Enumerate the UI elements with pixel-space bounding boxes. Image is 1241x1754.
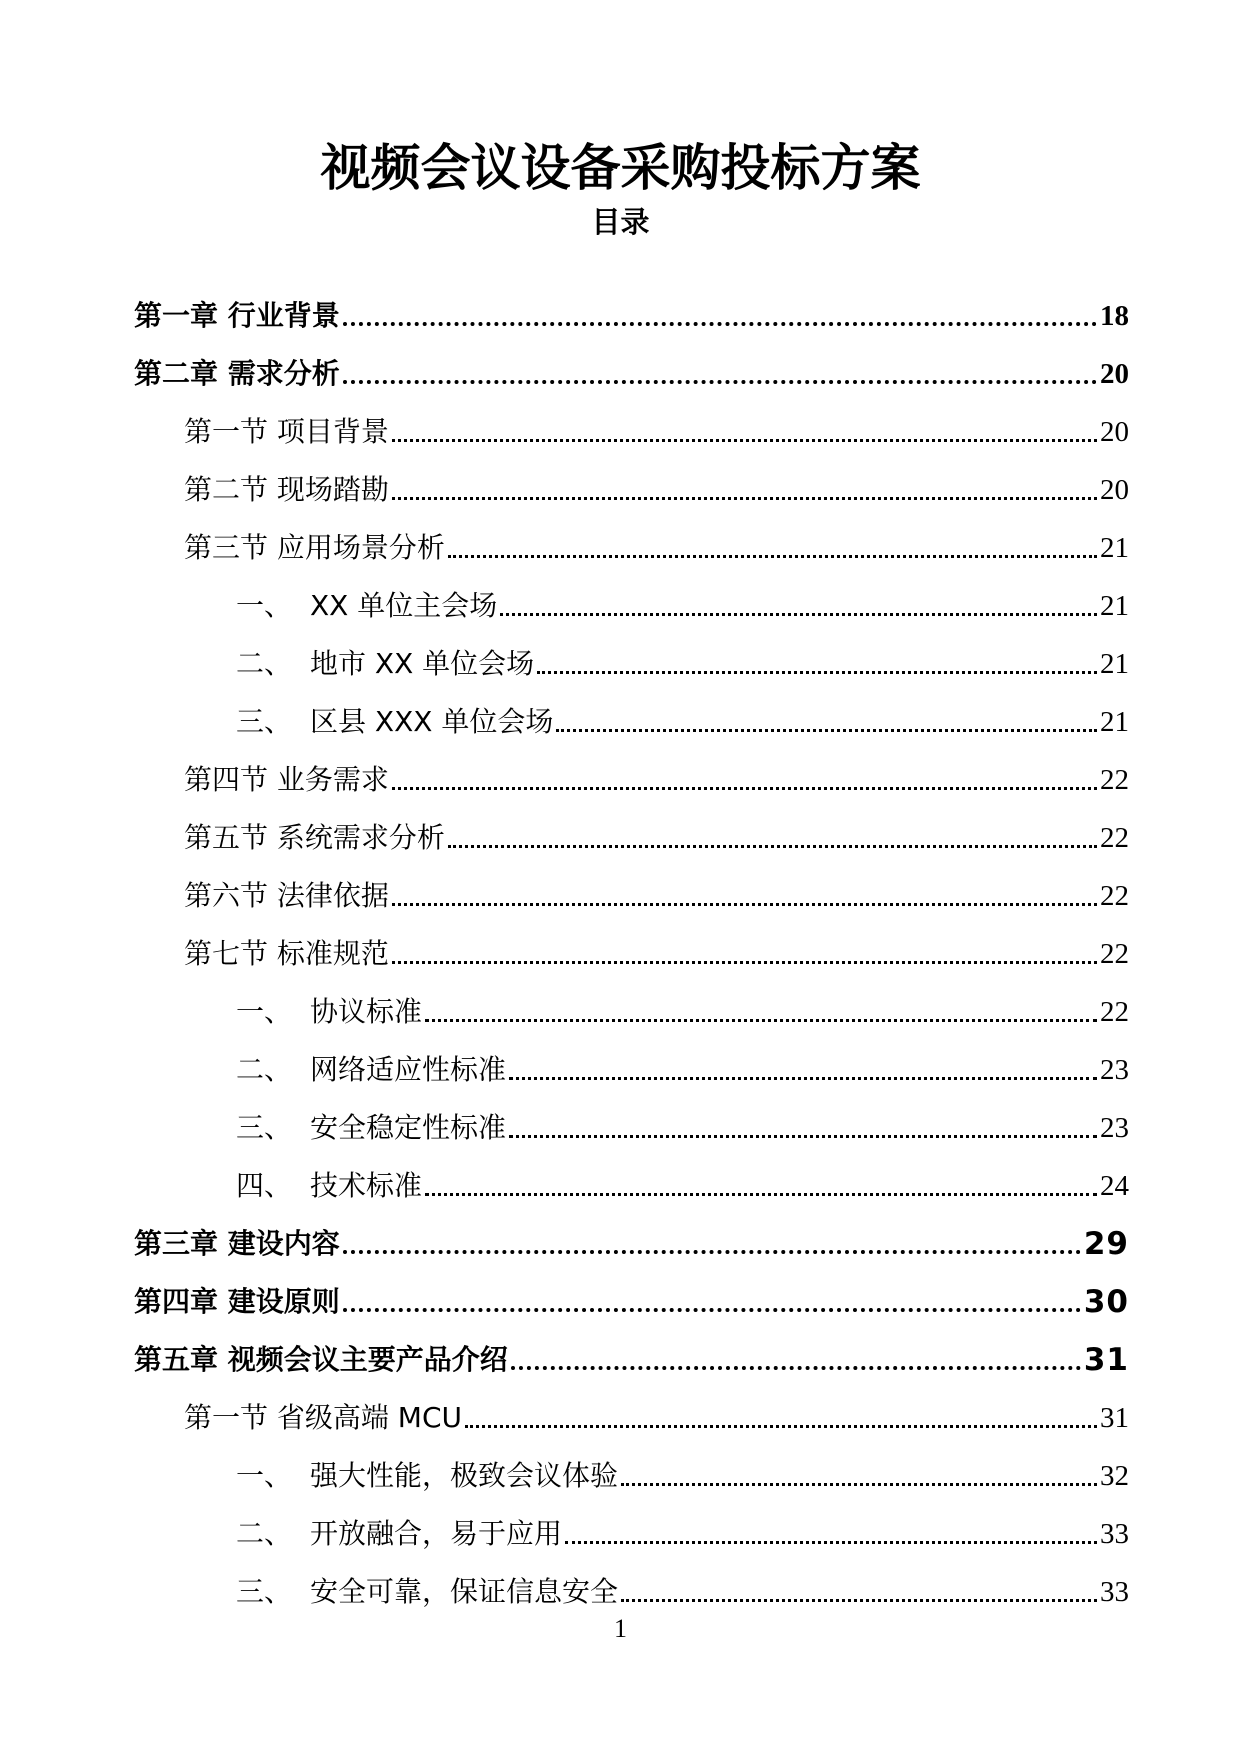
- toc-entry-title: [236, 1515, 562, 1553]
- toc-entry-subsection[interactable]: [236, 1565, 1129, 1611]
- toc-entry-title: 第一节 项目背景: [184, 415, 389, 448]
- toc-entry-title: 第五节 系统需求分析: [184, 821, 445, 854]
- toc-entry-label: 网络适应性标准: [310, 1053, 507, 1086]
- toc-entry-section[interactable]: [184, 1391, 1129, 1437]
- toc-entry-marker: 二、: [236, 1517, 293, 1550]
- toc-entry-label: 区县 XXX 单位会场: [310, 705, 554, 738]
- toc-entry-page: 31: [1100, 1402, 1129, 1434]
- toc-entry-title: [236, 1457, 618, 1495]
- toc-entry-label: 开放融合，易于应用: [310, 1517, 563, 1550]
- toc-entry-chapter-5[interactable]: [134, 1333, 1129, 1379]
- dot-leader: [565, 1541, 1097, 1544]
- toc-entry-marker: 一、: [236, 1459, 293, 1492]
- toc-entry-subsection[interactable]: [236, 985, 1129, 1031]
- toc-entry-title: 第五章 视频会议主要产品介绍: [134, 1343, 508, 1376]
- toc-entry-label: XX 单位主会场: [310, 589, 498, 622]
- dot-leader: [392, 439, 1097, 442]
- dot-leader: [621, 1483, 1097, 1486]
- toc-entry-chapter-3[interactable]: [134, 1217, 1129, 1263]
- dot-leader: [425, 1193, 1097, 1196]
- toc-entry-section[interactable]: [184, 869, 1129, 915]
- dot-leader: [392, 497, 1097, 500]
- dot-leader: [556, 729, 1097, 732]
- toc-entry-title: [236, 1109, 506, 1147]
- toc-entry-page: 21: [1100, 532, 1129, 564]
- toc-entry-title: 第四节 业务需求: [184, 763, 389, 796]
- toc-entry-title: [236, 1573, 618, 1611]
- dot-leader: [392, 903, 1097, 906]
- toc-entry-title: 第一章 行业背景: [134, 299, 340, 332]
- toc-entry-label: 技术标准: [310, 1169, 423, 1202]
- toc-entry-page: 22: [1100, 764, 1129, 796]
- toc-entry-page: 18: [1100, 300, 1129, 332]
- toc-entry-page: 20: [1100, 416, 1129, 448]
- dot-leader: [343, 1250, 1081, 1254]
- toc-entry-label: 地市 XX 单位会场: [310, 647, 535, 680]
- toc-entry-subsection[interactable]: [236, 695, 1129, 741]
- dot-leader: [343, 322, 1097, 326]
- toc-heading: 目录: [591, 205, 650, 239]
- dot-leader: [509, 1077, 1097, 1080]
- toc-entry-marker: 一、: [236, 589, 293, 622]
- toc-entry-chapter-2[interactable]: [134, 347, 1129, 393]
- toc-entry-page: 23: [1100, 1054, 1129, 1086]
- toc-entry-title: [236, 703, 553, 741]
- dot-leader: [511, 1366, 1081, 1370]
- toc-entry-marker: 三、: [236, 705, 293, 738]
- toc-entry-page: 33: [1100, 1518, 1129, 1550]
- toc-entry-page: 23: [1100, 1112, 1129, 1144]
- dot-leader: [509, 1135, 1097, 1138]
- dot-leader: [425, 1019, 1097, 1022]
- toc-entry-marker: 二、: [236, 1053, 293, 1086]
- toc-entry-subsection[interactable]: [236, 579, 1129, 625]
- dot-leader: [392, 787, 1097, 790]
- toc-entry-title: 第二节 现场踏勘: [184, 473, 389, 506]
- toc-entry-label: 强大性能，极致会议体验: [310, 1459, 619, 1492]
- toc-entry-subsection[interactable]: [236, 1507, 1129, 1553]
- toc-entry-page: 29: [1083, 1226, 1129, 1262]
- toc-entry-page: 22: [1100, 880, 1129, 912]
- dot-leader: [448, 555, 1097, 558]
- toc-entry-title: 第四章 建设原则: [134, 1285, 340, 1318]
- toc-entry-marker: 三、: [236, 1575, 293, 1608]
- toc-entry-page: 22: [1100, 822, 1129, 854]
- dot-leader: [465, 1425, 1097, 1428]
- toc-entry-page: 20: [1100, 474, 1129, 506]
- toc-entry-section[interactable]: [184, 463, 1129, 509]
- toc-entry-subsection[interactable]: [236, 1449, 1129, 1495]
- toc-entry-marker: 一、: [236, 995, 293, 1028]
- toc-entry-title: 第三章 建设内容: [134, 1227, 340, 1260]
- toc-entry-title: [236, 1167, 422, 1205]
- dot-leader: [500, 613, 1097, 616]
- toc-entry-title: 第七节 标准规范: [184, 937, 389, 970]
- toc-entry-marker: 四、: [236, 1169, 293, 1202]
- toc-entry-subsection[interactable]: [236, 1043, 1129, 1089]
- toc-entry-page: 21: [1100, 590, 1129, 622]
- toc-entry-page: 30: [1083, 1284, 1129, 1320]
- toc-entry-subsection[interactable]: [236, 1159, 1129, 1205]
- toc-entry-page: 33: [1100, 1576, 1129, 1608]
- toc-entry-page: 24: [1100, 1170, 1129, 1202]
- toc-entry-title: 第六节 法律依据: [184, 879, 389, 912]
- toc-entry-page: 22: [1100, 996, 1129, 1028]
- dot-leader: [537, 671, 1097, 674]
- toc-entry-title: [236, 587, 497, 625]
- toc-entry-page: 21: [1100, 706, 1129, 738]
- toc-entry-title: 第二章 需求分析: [134, 357, 340, 390]
- document-title: 视频会议设备采购投标方案: [320, 139, 921, 197]
- toc-entry-section[interactable]: [184, 521, 1129, 567]
- dot-leader: [448, 845, 1097, 848]
- toc-entry-chapter-1[interactable]: [134, 289, 1129, 335]
- toc-entry-subsection[interactable]: [236, 1101, 1129, 1147]
- toc-entry-marker: 二、: [236, 647, 293, 680]
- toc-entry-marker: 三、: [236, 1111, 293, 1144]
- toc-entry-title: 第三节 应用场景分析: [184, 531, 445, 564]
- toc-entry-label: 协议标准: [310, 995, 423, 1028]
- toc-entry-page: 32: [1100, 1460, 1129, 1492]
- toc-entry-page: 22: [1100, 938, 1129, 970]
- toc-entry-page: 31: [1083, 1342, 1129, 1378]
- toc-entry-section[interactable]: [184, 927, 1129, 973]
- toc-entry-title: [236, 993, 422, 1031]
- page-number: 1: [614, 1614, 627, 1643]
- toc-entry-label: 安全稳定性标准: [310, 1111, 507, 1144]
- toc-entry-section[interactable]: [184, 811, 1129, 857]
- dot-leader: [343, 380, 1097, 384]
- toc-entry-section[interactable]: [184, 753, 1129, 799]
- dot-leader: [343, 1308, 1081, 1312]
- toc-entry-label: 安全可靠，保证信息安全: [310, 1575, 619, 1608]
- toc-entry-title: 第一节 省级高端 MCU: [184, 1401, 463, 1434]
- dot-leader: [392, 961, 1097, 964]
- toc-entry-chapter-4[interactable]: [134, 1275, 1129, 1321]
- toc-entry-subsection[interactable]: [236, 637, 1129, 683]
- dot-leader: [621, 1599, 1097, 1602]
- toc-entry-section[interactable]: [184, 405, 1129, 451]
- toc-entry-page: 20: [1100, 358, 1129, 390]
- toc-entry-title: [236, 645, 534, 683]
- toc-entry-title: [236, 1051, 506, 1089]
- toc-entry-page: 21: [1100, 648, 1129, 680]
